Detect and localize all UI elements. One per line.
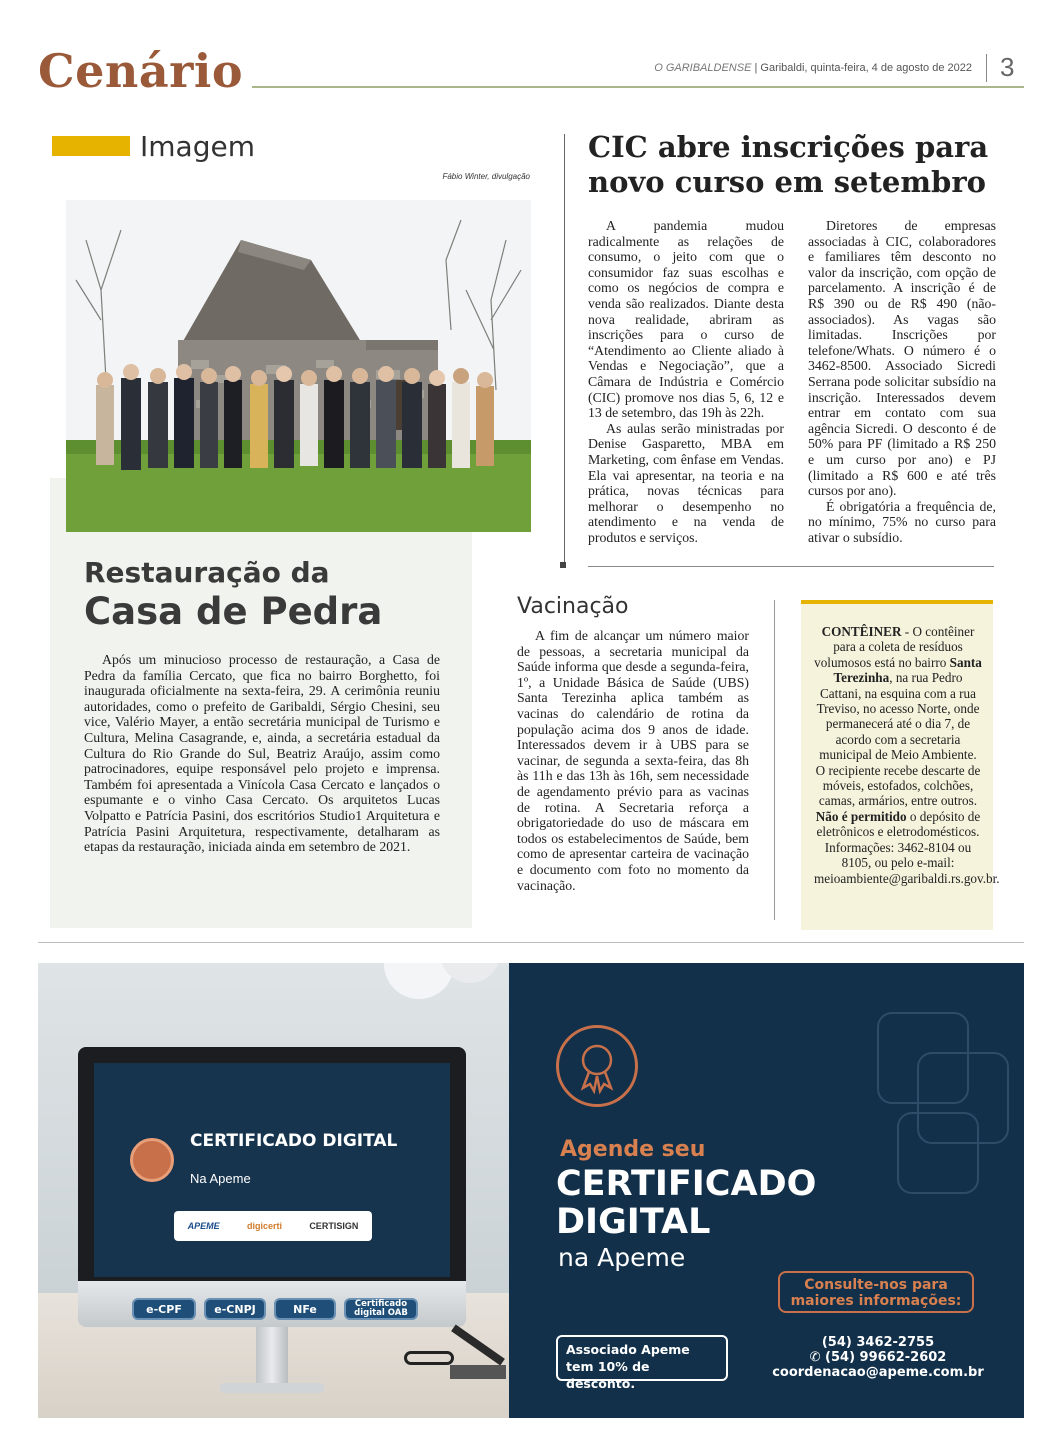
whatsapp-line: [758, 1350, 998, 1365]
certisign-logo: CERTISIGN: [309, 1221, 359, 1231]
conteiner-lead: CONTÊINER: [821, 624, 902, 639]
stone-house-group-photo: [66, 200, 531, 532]
ad-subtitle: na Apeme: [558, 1243, 686, 1272]
header-separator: |: [754, 62, 758, 74]
imagem-accent-bar: [52, 136, 130, 156]
conteiner-text: o depósito de eletrônicos e eletrodomésticos. Informações: 3462-8104 ou 8105, ou pelo e-mail: meioambiente@garibaldi.rs.gov.br.: [814, 808, 1000, 886]
phone-number: (54) 3462-2755: [821, 1335, 935, 1350]
ad-consult-box: Consulte-nos para maiores informações:: [778, 1271, 974, 1313]
publication-name: O GARIBALDENSE: [654, 62, 752, 74]
email-address: coordenacao@apeme.com.br: [772, 1365, 984, 1380]
story-body: [84, 652, 440, 855]
pill-ecnpj: e-CNPJ: [204, 1298, 266, 1320]
column-divider: [774, 600, 775, 920]
dateline: Garibaldi, quinta-feira, 4 de agosto de 2022: [760, 62, 972, 74]
cic-paragraph: As aulas serão ministradas por Denise Gasparetto, MBA em Marketing, com ênfase em Vendas. Ela vai apresentar, na teoria e na prática, novas técnicas para melhorar o desempenho no atendimento e na venda de produtos e serviços.: [588, 420, 784, 545]
monitor-stand-base: [220, 1383, 324, 1393]
page-number: 3: [1000, 52, 1015, 82]
cic-paragraph: Diretores de empresas associadas à CIC, colaboradores e familiares têm desconto no valor da inscrição, com opção de parcelamento. A inscrição é de R$ 390 ou de R$ 490 (não-associados). As vagas são limitadas. Inscrições por telefone/Whats. O número é o 3462-8500. Associado Sicredi Serrana pode solicitar subsídio na inscrição. Interessados devem entrar em contato com sua agência Sicredi. O desconto é de 50% para PF (limitado a R$ 250 e um curso por ano) e PJ (limitado a R$ 600 e até três cursos por ano).: [808, 218, 996, 499]
notebook-icon: [450, 1365, 506, 1379]
cic-headline: CIC abre inscrições para novo curso em setembro: [588, 130, 989, 199]
screen-title: CERTIFICADO DIGITAL: [190, 1131, 398, 1151]
pill-nfe: NFe: [274, 1298, 336, 1320]
ad-kicker: Agende seu: [560, 1137, 706, 1162]
ad-contacts: [758, 1335, 998, 1380]
decorative-squares: [858, 1003, 1024, 1233]
partner-logos: [174, 1211, 372, 1241]
vacinacao-paragraph: A fim de alcançar um número maior de pessoas, a secretaria municipal da Saúde informa que desde a segunda-feira, 1º, a Unidade Básica de Saúde (UBS) Santa Terezinha aplica também as vacinas do calendário de rotina da população acima dos 9 anos de idade. Interessados devem ir à UBS para se vacinar, de segunda a sexta-feira, das 8h às 11h e das 13h às 16h, sem necessidade de agendamento prévio para as vacinas de rotina. A Secretaria reforça a obrigatoriedade do uso de máscara em todos os estabelecimentos de Saúde, bem como de apresentar carteira de vacinação e documento com foto no momento da vacinação.: [517, 628, 749, 893]
header-divider: [986, 54, 987, 82]
cic-column-2: [808, 218, 996, 545]
photo-illustration: [66, 200, 531, 532]
section-title: Cenário: [38, 44, 244, 98]
vacinacao-title: Vacinação: [517, 594, 629, 619]
ad-discount-box: Associado Apeme tem 10% de desconto.: [556, 1335, 728, 1381]
story-paragraph: Após um minucioso processo de restauração, a Casa de Pedra da família Cercato, que fica no bairro Borghetto, foi inaugurada oficialmente na sexta-feira, 29. A cerimônia reuniu autoridades, como o prefeito de Garibaldi, Sérgio Chesini, seu vice, Valério Mayer, a então secretária municipal de Turismo e Cultura, Melina Casagrande, e, ainda, a secretária estadual da Cultura do Rio Grande do Sul, Beatriz Araújo, assim como patrocinadores, equipe responsável pelo projeto e imprensa. Também foi apresentada a Vinícola Casa Cercato e lançados o espumante e o vinho Casa Cercato. Os arquitetos Lucas Volpatto e Patrícia Pasini, dos escritórios Studio1 Arquitetura e Patrícia Pasini Arquitetura, respectivamente, detalharam as etapas da restauração, iniciada ainda em setembro de 2021.: [84, 652, 440, 855]
story-kicker: Restauração da: [84, 556, 330, 589]
ad-title: CERTIFICADO DIGITAL: [556, 1164, 817, 1242]
imagem-label: Imagem: [140, 130, 255, 163]
certificate-badge-icon: [556, 1025, 638, 1107]
whatsapp-icon: ✆: [809, 1350, 826, 1365]
monitor-stand: [256, 1327, 288, 1389]
cic-column-1: [588, 218, 784, 545]
photo-credit: Fábio Winter, divulgação: [442, 172, 530, 181]
conteiner-text: , na rua Pedro Cattani, na esquina com a rua Treviso, no acesso Norte, onde permanecerá até o dia 7, de acordo com a secretaria municipal de Meio Ambiente. O recipiente recebe descarte de móveis, estofados, colchões, camas, armários, entre outros.: [815, 670, 981, 809]
page-divider: [38, 942, 1024, 943]
conteiner-text: - O contêiner para a coleta de resíduos volumosos está no bairro: [814, 624, 975, 670]
column-divider: [564, 134, 565, 566]
certificate-badge-icon: [130, 1138, 174, 1182]
cic-paragraph: É obrigatória a frequência de, no mínimo, 75% no curso para ativar o subsídio.: [808, 498, 996, 545]
pill-ecpf: e-CPF: [132, 1298, 196, 1320]
cic-paragraph: A pandemia mudou radicalmente as relações de consumo, o jeito com que o consumidor faz suas escolhas e como os negócios de compra e venda são realizados. Diante desta nova realidade, abriram as inscrições para o curso de “Atendimento ao Cliente aliado à Vendas e Negociação”, que a Câmara de Indústria e Comércio (CIC) promove nos dias 5, 6, 12 e 13 de setembro, das 19h às 22h.: [588, 218, 784, 421]
conteiner-bold: Não é permitido: [815, 808, 907, 824]
ribbon-icon: [559, 1028, 635, 1104]
header-meta: [610, 62, 972, 74]
ad-desk-scene: [38, 963, 509, 1418]
conteiner-bold: Santa Terezinha: [833, 654, 982, 686]
story-headline: Casa de Pedra: [84, 590, 383, 633]
rule-end-marker: [560, 562, 566, 568]
vacinacao-body: [517, 628, 749, 893]
screen-subtitle: Na Apeme: [190, 1171, 251, 1186]
digicerti-logo: digicerti: [246, 1221, 282, 1231]
conteiner-note: [814, 624, 1000, 886]
glasses-icon: [404, 1351, 454, 1365]
apeme-advertisement: [38, 963, 1024, 1418]
pill-oab: Certificado digital OAB: [344, 1298, 418, 1320]
whatsapp-number: (54) 99662-2602: [825, 1350, 947, 1365]
cic-bottom-rule: [588, 566, 994, 567]
apeme-logo: APEME: [187, 1221, 220, 1231]
header-rule: [252, 86, 1024, 88]
